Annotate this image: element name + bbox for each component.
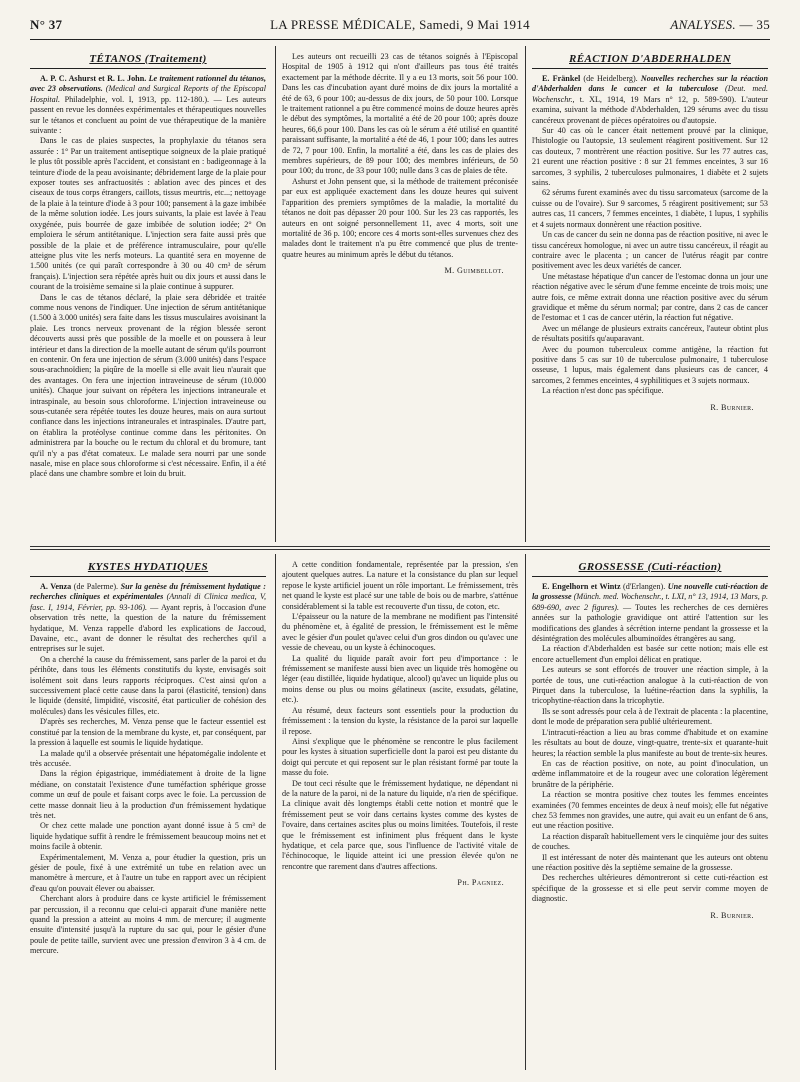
paragraph: Avec du poumon tuberculeux comme antigène, la réaction fut positive dans 5 cas sur 10 de tuberculose pulmonaire, 1 tuberculose osseuse, 1 lupus, mais également dans plusieurs cas de cancer, 4 sarcomes, 2 femmes enceintes, 4 syphilitiques et 3 sujets normaux. <box>532 344 768 385</box>
author-signature: R. Burnier. <box>710 402 754 412</box>
section-divider <box>30 549 770 550</box>
paragraph: Dans la région épigastrique, immédiatement à droite de la ligne médiane, on constatait l'existence d'une tuméfaction sphérique grosse comme un œuf de poule et faisant corps avec le foie. La percussion de cette masse donnait lieu à la production d'un frémissement hydatique très net. <box>30 769 266 820</box>
section-title-tetanos: TÉTANOS (Traitement) <box>30 52 266 69</box>
paragraph: Sur 40 cas où le cancer était nettement prouvé par la clinique, l'histologie ou l'autopsie, 13 seulement réagirent positivement. Sur 12 cas douteux, 7 montrèrent une réaction positive. Sur les 77 autres cas, 21 eurent une réaction positive : 8 sur 21 femmes enceintes, 3 sur 16 sarcomes, 3 syphilis, 2 tuberculoses pulmonaires, 1 diabète et 2 sujets sains. <box>532 126 768 188</box>
paragraph: Les auteurs ont recueilli 23 cas de tétanos soignés à l'Episcopal Hospital de 1905 à 1912 qui n'ont d'ailleurs pas tous été traités exactement par la méthode décrite. Il y a eu 13 morts, soit 56 pour 100. Dans les cas d'incubation ayant duré moins de dix jours la mortalité a été de 63, 6 pour 100; au-dessus de dix jours, de 50 pour 100. Lorsque le traitement rationnel a pu être commencé moins de douze heures après le début des symptômes, la mortalité a été de 20 pour 100; après douze heures, 66,6 pour 100. Dans les cas où le sérum a été utilisé en quantité paraissant suffisante, la mortalité a été de 46, 1 pour 100; dans les autres de 72, 7 pour 100. Enfin, la mortalité a été, dans les cas de plaies des membres supérieurs, de 89 pour 100; des membres inférieurs, de 50 pour 100; du tronc, de 33 pour 100; nulle dans 3 cas de plaies de tête. <box>282 52 518 176</box>
paragraph: Ashurst et John pensent que, si la méthode de traitement préconisée par eux est appliquée exactement dans les douze heures qui suivent l'apparition des premiers symptômes de la maladie, la mortalité du tétanos ne doit pas dépasser 20 pour 100. Sur les 23 cas rapportés, les auteurs en ont soigné personnellement 11, avec 4 morts, soit une mortalité de 36 p. 100; encore ces 4 morts sont-elles survenues chez des malades dont le traitement n'a pu être commencé que plus de trente-quatre heures au minimum après le début du tétanos. <box>282 176 518 259</box>
paragraph: Avec un mélange de plusieurs extraits cancéreux, l'auteur obtint plus de résultats positifs qu'auparavant. <box>532 323 768 344</box>
paragraph: Cherchant alors à produire dans ce kyste artificiel le frémissement par percussion, il a reconnu que celui-ci apparait d'une manière nette quand la pression a atteint au moins 4 mm. de mercure; il augmente ensuite d'intensité jusqu'à la rupture du sac qui, pour le gésier d'une poule de petite taille, survient avec une pression d'environ 3 à 4 cm. de mercure. <box>30 894 266 956</box>
paragraph: La réaction n'est donc pas spécifique. <box>542 386 664 396</box>
paragraph: La qualité du liquide paraît avoir fort peu d'importance : le frémissement se manifeste aussi bien avec un liquide très homogène ou léger (eau distillée, liquide hydatique, alcool) qu'avec un liquide plus ou moins dense ou plus ou moins gélatineux (ascite, exsudats, gélatine, etc.). <box>282 653 518 705</box>
kystes-col-2 <box>282 560 518 1070</box>
issue-number: N° 37 <box>30 17 63 32</box>
paragraph: L'épaisseur ou la nature de la membrane ne modifient pas l'intensité du phénomène et, à égalité de pression, le frémissement est le même avec le gésier d'un poulet qu'avec celui d'un gros dindon ou qu'avec une vessie de cheveau, ou un kyste à échinocoques. <box>282 612 518 653</box>
article-byline: A. P. C. Ashurst et R. L. John. Le traitement rationnel du tétanos, avec 23 observations. (Medical and Surgical Reports of the Episcopal Hospital. Philadelphie, vol. I, 1913, pp. 112-180.). — Les auteurs passent en revue les données expérimentales et thérapeutiques nouvelles sur le tétanos et concluent au point de vue thérapeutique de la manière suivante : <box>30 74 266 136</box>
column-rule <box>525 46 526 542</box>
page-header <box>30 17 770 40</box>
paragraph: On a cherché la cause du frémissement, sans parler de la paroi et du périhôte, dans tous les éléments constitutifs du kyste, envisagés soit isolément soit dans leurs rapports réciproques. C'est ainsi qu'on a successivement placé cette cause dans la paroi (élasticité, tension) dans le liquide (densité, limpidité, viscosité, état particulier de cohésion des molécules) dans les vésicules filles, etc. <box>30 654 266 716</box>
paragraph: Les auteurs se sont efforcés de trouver une réaction simple, à la portée de tous, une cuti-réaction analogue à la cuti-réaction de von Pirquet dans la tuberculose, la luétine-réaction dans la syphilis, la tricophytine-réaction dans la tricophytie. <box>532 665 768 706</box>
column-rule <box>275 554 276 1070</box>
section-title-kystes: KYSTES HYDATIQUES <box>30 560 266 577</box>
tetanos-col-2 <box>282 52 518 536</box>
paragraph: Un cas de cancer du sein ne donna pas de réaction positive, ni avec le tissu cancéreux homologue, ni avec un autre tissu cancéreux, il réagit au contraire avec le placenta ; un cancer de l'utérus réagit par contre positivement avec les deux variétés de cancer. <box>532 230 768 271</box>
paragraph: Des recherches ultérieures démontreront si cette cuti-réaction est spécifique de la grossesse et si elle peut servir comme moyen de diagnostic. <box>532 873 768 904</box>
tetanos-col-1 <box>30 52 266 536</box>
section-divider <box>30 546 770 547</box>
paragraph: Or chez cette malade une ponction ayant donné issue à 5 cm³ de liquide hydatique suffit à rendre le frémissement beaucoup moins net et moins facile à obtenir. <box>30 821 266 852</box>
grossesse-col <box>532 560 768 1070</box>
paragraph: La malade qu'il a observée présentait une hépatomégalie indolente et très accusée. <box>30 748 266 768</box>
paragraph: La réaction se montra positive chez toutes les femmes enceintes examinées (70 femmes enceintes de deux à neuf mois); elle fut négative chez 53 femmes non gravides, une autre, qui avait eu un enfant de 6 ans, eut une réaction positive. <box>532 790 768 831</box>
journal-title: LA PRESSE MÉDICALE, Samedi, 9 Mai 1914 <box>270 17 530 32</box>
paragraph: La réaction d'Abderhalden est basée sur cette notion; mais elle est encore actuellement d'un emploi délicat en pratique. <box>532 644 768 664</box>
paragraph: Ainsi s'explique que le phénomène se rencontre le plus facilement pour les kystes à situation superficielle dont la paroi est peu distante du doigt qui percute et qui reposent sur le plan résistant formé par toute la masse du foie. <box>282 736 518 778</box>
paragraph: La réaction disparaît habituellement vers le cinquième jour des suites de couches. <box>532 831 768 852</box>
paragraph: De tout ceci résulte que le frémissement hydatique, ne dépendant ni de la nature de la paroi, ni de la nature du liquide, n'a rien de spécifique. La clinique avait dès longtemps établi cette notion et montré que le frémissement peut se voir dans certains kystes comme des kystes de l'ovaire, dans certaines ascites plus ou moins limitées. Toutefois, il reste que le frémissement est infiniment plus fréquent dans le kyste hydatique, et cela parce que, sous l'influence de l'activité vitale de l'échinocoque, le liquide atteint ici une pression élevée qu'on ne rencontre que rarement dans d'autres affections. <box>282 778 518 871</box>
author-signature: M. Guimbellot. <box>444 266 504 276</box>
author-signature: Ph. Pagniez. <box>457 878 504 888</box>
article-byline: A. Venza (de Palerme). Sur la genèse du frémissement hydatique : recherches cliniques et expérimentales (Annali di Clinica medica, V, fasc. I, 1914, Février, pp. 93-106). — Ayant repris, à l'occasion d'une observation très nette, la question de la nature du frémissement hydatique, M. Venza rappelle d'abord les explications de Jaccoud, Davaine, etc., avant de donner le résultat des recherches qu'il a entreprises sur le sujet. <box>30 582 266 654</box>
author-signature: R. Burnier. <box>710 910 754 920</box>
column-rule <box>525 554 526 1070</box>
paragraph: En cas de réaction positive, on note, au point d'inoculation, un œdème inflammatoire et de la rougeur avec une coloration légèrement brunâtre de la périphérie. <box>532 758 768 789</box>
paragraph: Ils se sont adressés pour cela à de l'extrait de placenta : la placentine, dont le mode de préparation sera publié ultérieurement. <box>532 706 768 727</box>
section-label: ANALYSES. <box>670 17 736 32</box>
paragraph: 62 sérums furent examinés avec du tissu sarcomateux (sarcome de la cuisse ou de l'ovaire). Sur 9 sarcomes, 5 réagirent positivement; sur 53 autres cas, 11 cancers, 7 femmes enceintes, 1 diabète, 1 lupus, 1 syphilis et 4 sujets normaux donnèrent une réaction positive. <box>532 188 768 229</box>
paragraph: Dans le cas de plaies suspectes, la prophylaxie du tétanos sera assurée : 1° Par un traitement antiseptique soigneux de la plaie pratiqué le plus tôt possible après l'accident, et consistant en : badigeonnage à la teinture d'iode de la peau avoisinante; débridement large de la plaie pour exposer toutes ses anfractuosités : ablation avec des pinces et des ciseaux de tous corps étrangers, caillots, tissus meurtris, etc...; nettoyage de la plaie à la teinture d'iode à 3 pour 100; pansement à la gaze imbibée de la même solution iodée. Les jours suivants, la plaie est lavée à l'eau oxygénée, puis bourrée de gaze imbibée de solution iodée; 2° On emploiera le sérum antitétanique. L'injection sera faite aussi près que possible de la plaie et de préférence intramusculaire, pour qu'elle atteigne plus vite les nerfs moteurs. La quantité sera en moyenne de 1.500 unités (ce qui paraît correspondre à 30 ou 40 cm³ de sérum français). L'injection sera répétée après huit ou dix jours et aussi dans le courant de la troisième semaine si la plaie continue à suppurer. <box>30 136 266 292</box>
kystes-col-1 <box>30 560 266 1070</box>
paragraph: Dans le cas de tétanos déclaré, la plaie sera débridée et traitée comme nous venons de l'indiquer. Une injection de sérum antitétanique (1.500 à 3.000 unités) sera faite dans les tissus musculaires avoisinant la plaie. Les troncs nerveux provenant de la région blessée seront découverts aussi près que possible de la moelle et on poussera à leur intérieur et dans la direction de la moelle autant de sérum qu'ils pourront en contenir. On fera une injection de sérum (3.000 unités) dans l'espace sous-arachnoïdien; la piqûre de la moelle si elle avait lieu n'aurait que des avantages. On fera une injection intraveineuse de sérum (10.000 unités). Chaque jour suivant on répétera les injections intraneurale et intraspinale, au besoin sous chloroforme. L'injection intraveineuse ou sous-cutanée sera répétée toutes les douze heures, mais on aura surtout confiance dans les injections intraneurales et intraspinales. D'autre part, on établira la protéolyse continue comme dans les péritonites. On administrera par la bouche ou le rectum du chloral et du bromure, tant qu'il n'y a pas d'état comateux. Le malade sera nourri par une sonde nasale, mise en place sous chloroforme si c'est nécessaire. Enfin, il a été placé dans une chambre sombre et loin du bruit. <box>30 292 266 479</box>
paragraph: Une métastase hépatique d'un cancer de l'estomac donna un jour une réaction négative avec le sérum d'une femme enceinte de trois mois; une autre fois, ce même extrait donna une réaction positive avec du sérum gravidique et même du sérum normal; par contre, dans 2 cas de cancer de l'estomac et 1 cas de cancer utérin, la réaction fut négative. <box>532 271 768 323</box>
paragraph: Il est intéressant de noter dès maintenant que les auteurs ont obtenu une réaction positive dès la septième semaine de la grossesse. <box>532 852 768 872</box>
section-title-grossesse: GROSSESSE (Cuti-réaction) <box>532 560 768 577</box>
page-number: — 35 <box>739 17 770 32</box>
paragraph: L'intracuti-réaction a lieu au bras comme d'habitude et on examine les résultats au bout de douze, vingt-quatre, trente-six et quarante-huit heures; la réaction semble la plus manifeste au bout de trente-six heures. <box>532 727 768 758</box>
section-title-abderhalden: RÉACTION D'ABDERHALDEN <box>532 52 768 69</box>
article-byline: E. Fränkel (de Heidelberg). Nouvelles recherches sur la réaction d'Abderhalden dans le cancer et la tuberculose (Deut. med. Wochenschr., t. XL, 1914, 19 Mars n° 12, p. 589-590). L'auteur examina, suivant la méthode d'Abderhalden, 129 sérums avec du tissu cancéreux provenant de pièces opératoires ou d'autopsie. <box>532 74 768 125</box>
paragraph: D'après ses recherches, M. Venza pense que le facteur essentiel est constitué par la tension de la membrane du kyste, et, par conséquent, par la pression à laquelle est soumis le liquide hydatique. <box>30 717 266 748</box>
section-page <box>670 17 770 33</box>
paragraph: Au résumé, deux facteurs sont essentiels pour la production du frémissement : la tension du kyste, la résistance de la paroi sur laquelle il repose. <box>282 705 518 736</box>
article-byline: E. Engelhorn et Wintz (d'Erlangen). Une nouvelle cuti-réaction de la grossesse (Münch. med. Wochenschr., t. LXI, n° 13, 1914, 13 Mars, p. 689-690, avec 2 figures). — Toutes les recherches de ces dernières années sur la pathologie gravidique ont attiré l'attention sur les modifications des glandes à sécrétion interne pendant la grossesse et la désintégration des molécules albuminoïdes étrangères au sang. <box>532 582 768 644</box>
column-rule <box>275 46 276 542</box>
abderhalden-col <box>532 52 768 536</box>
paragraph: Expérimentalement, M. Venza a, pour étudier la question, pris un gésier de poule, fixé à une extrémité un tube en relation avec un manomètre à mercure, et à l'autre un tube en rapport avec un récipient d'eau qu'on pouvait élever ou abaisser. <box>30 852 266 893</box>
paragraph: A cette condition fondamentale, représentée par la pression, s'en ajoutent quelques autres. La nature et la consistance du plan sur lequel repose le kyste artificiel jouent un rôle important. Le frémissement, très net quand le kyste est placé sur une table de bois ou de marbre, s'atténue considérablement si la table est recouverte d'un tissu, de coton, etc. <box>282 560 518 611</box>
